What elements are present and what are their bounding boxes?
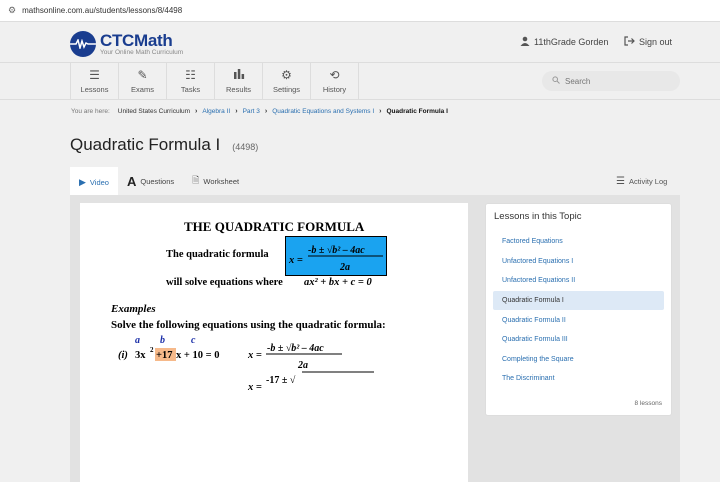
video-title-text: THE QUADRATIC FORMULA [184,219,365,234]
lesson-link[interactable]: Unfactored Equations I [502,257,574,265]
globe-logo-icon [70,31,96,57]
user-icon [520,36,530,48]
step1-lhs: x = [248,350,262,361]
ctcmath-logo[interactable] [70,31,183,57]
lesson-list [493,232,664,389]
step2-numerator: -17 ± √ [266,375,296,386]
bar-chart-icon [233,68,245,82]
tab-video[interactable] [70,167,118,195]
nav-results[interactable] [215,62,263,100]
sign-out-label: Sign out [639,37,673,47]
sign-out-button[interactable] [624,36,672,48]
brand-tagline: Your Online Math Curriculum [100,48,184,56]
example-term-c: x + 10 = 0 [176,350,220,361]
breadcrumb-current: Quadratic Formula I [386,108,448,115]
document-icon: 🗎 [192,175,200,185]
edit-icon: ✎ [137,68,148,82]
url-text[interactable]: mathsonline.com.au/students/lessons/8/4498 [22,6,183,15]
svg-text:2: 2 [150,346,154,354]
nav-lessons[interactable] [71,62,119,100]
example-label: (i) [118,350,128,361]
breadcrumb-separator-icon: › [264,108,268,115]
nav-history[interactable] [311,62,359,100]
letter-a-icon: A [126,173,137,189]
tab-questions[interactable] [118,167,183,195]
video-text-line: will solve equations where [166,277,283,288]
formula-denominator: 2a [340,262,350,273]
site-settings-icon[interactable]: ⚙ [8,5,17,15]
lesson-link[interactable]: Quadratic Formula III [502,336,568,344]
breadcrumb-item[interactable]: Quadratic Equations and Systems I [272,108,375,115]
nav-tasks[interactable] [167,62,215,100]
menu-icon: ☰ [89,68,100,82]
user-name: 11thGrade Gorden [534,37,609,47]
tab-label: Worksheet [203,176,240,186]
tab-worksheet[interactable] [183,167,248,195]
lesson-code: (4498) [232,142,259,152]
nav-label: Results [225,85,251,94]
step2-lhs: x = [248,382,262,393]
formula-numerator: -b ± √b² – 4ac [308,245,365,256]
video-player[interactable] [80,203,468,482]
lesson-link[interactable]: Unfactored Equations II [502,277,576,285]
breadcrumb-separator-icon: › [235,108,238,115]
lesson-title: Quadratic Formula I [70,135,221,154]
tab-label: Video [89,177,109,187]
topic-lessons-panel [485,203,672,416]
video-text-line: The quadratic formula [166,249,269,260]
nav-label: Tasks [180,85,201,94]
breadcrumb-prefix: You are here: [71,108,110,115]
coef-label-a: a [135,335,140,346]
history-icon: ⟲ [329,68,340,82]
example-term-b: +17 [156,350,173,361]
breadcrumb [71,108,448,115]
main-nav [70,62,359,100]
activity-log-link[interactable] [616,176,667,187]
instruction-text: Solve the following equations using the quadratic formula: [111,319,386,331]
breadcrumb-item[interactable]: Algebra II [202,108,231,115]
nav-label: History [322,85,347,94]
step1-numerator: -b ± √b² – 4ac [267,343,324,354]
nav-label: Lessons [80,85,109,94]
examples-heading: Examples [111,303,156,315]
formula-lhs: x = [289,255,303,266]
search-icon [552,76,560,86]
lesson-tabs [70,167,248,195]
lesson-link[interactable]: Quadratic Formula II [502,316,566,324]
breadcrumb-item[interactable]: Part 3 [242,108,260,115]
browser-address-bar[interactable] [0,0,720,22]
sign-out-icon [624,36,635,48]
nav-label: Exams [131,85,154,94]
breadcrumb-item[interactable]: United States Curriculum [117,108,191,115]
play-icon: ▶ [79,176,86,187]
lesson-link-selected[interactable]: Quadratic Formula I [493,291,664,311]
lesson-link[interactable]: The Discriminant [502,375,555,383]
activity-log-label: Activity Log [628,177,668,186]
nav-exams[interactable] [119,62,167,100]
step1-denominator: 2a [298,360,308,371]
general-equation: ax² + bx + c = 0 [304,277,372,288]
checklist-icon: ☷ [185,68,196,82]
page-title [70,135,258,155]
search-input[interactable] [565,77,665,86]
lesson-count: 8 lessons [634,400,662,407]
tab-label: Questions [140,176,175,186]
user-account[interactable] [520,36,608,48]
lesson-link[interactable]: Completing the Square [502,355,574,363]
video-math-drawing [80,203,468,482]
nav-settings[interactable] [263,62,311,100]
panel-heading: Lessons in this Topic [494,211,582,222]
coef-label-c: c [191,335,196,346]
brand-name: CTCMath [100,30,173,50]
example-term-a: 3x [135,350,146,361]
nav-label: Settings [272,85,301,94]
breadcrumb-separator-icon: › [195,108,198,115]
search-box[interactable] [542,71,680,91]
list-icon: ☰ [616,176,625,187]
lesson-link[interactable]: Factored Equations [502,238,563,246]
coef-label-b: b [160,335,165,346]
gear-icon: ⚙ [281,68,292,82]
breadcrumb-separator-icon: › [379,108,382,115]
